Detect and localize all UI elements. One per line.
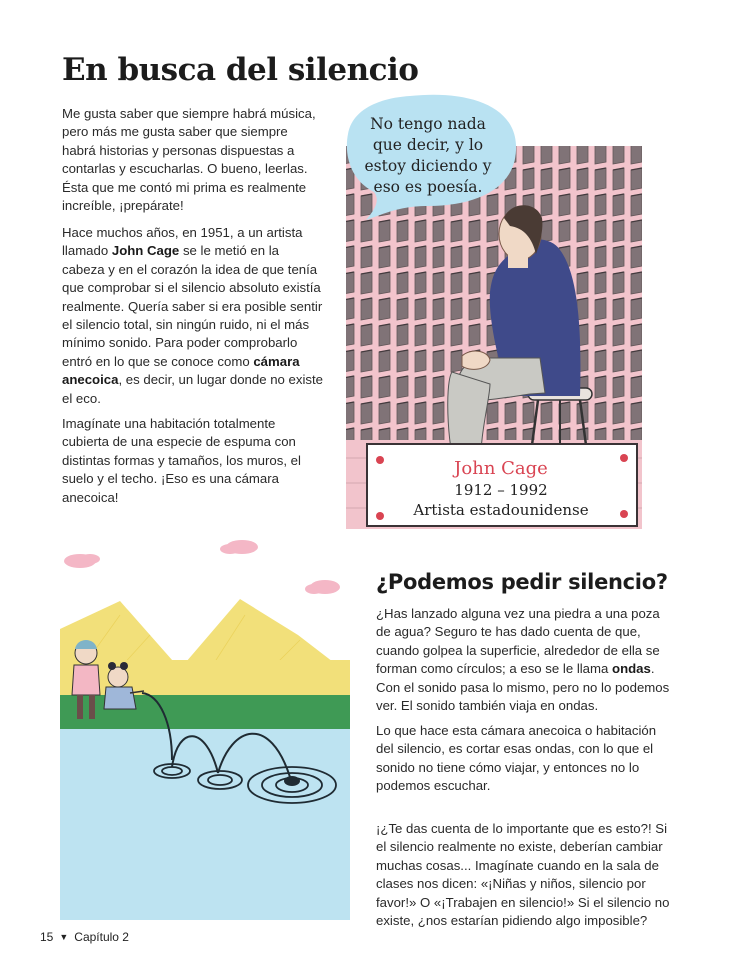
stone (284, 776, 300, 786)
sign-role: Artista estadounidense (413, 501, 589, 519)
section-paragraph-2: Lo que hace esta cámara anecoica o habitación del silencio, es cortar esas ondas, con lo que el sonido no tiene cómo viajar, y entonces no lo podemos escuchar. (376, 723, 657, 794)
sign-name: John Cage (454, 458, 548, 479)
intro-paragraph-3: Imagínate una habitación totalmente cubierta de una especie de espuma con distintas formas y tamaños, los muros, el suelo y el techo. ¡Eso es una cámara anecoica! (62, 416, 301, 505)
p4-text-a: ¿Has lanzado alguna vez una piedra a una poza de agua? Seguro te has dado cuenta de que, cuando golpea la superficie, alrededor de ella se forman como círculos; a eso se le llama (376, 606, 660, 677)
section-paragraph-1 (376, 605, 676, 715)
p2-bold-john-cage: John Cage (111, 243, 180, 259)
pond-illustration (60, 535, 355, 920)
grass (60, 695, 350, 730)
page-number: 15 (40, 930, 54, 944)
water (60, 729, 350, 920)
chapter-label: Capítulo 2 (74, 930, 129, 944)
p4-text-c: . Con el sonido pasa lo mismo, pero no lo podemos ver. El sonido también viaja en ondas. (376, 661, 670, 714)
sign-years: 1912 – 1992 (454, 481, 548, 499)
speech-text: No tengo nada que decir, y lo estoy diciendo y eso es poesía. (364, 115, 492, 196)
p2-text-a: Hace muchos años, en 1951, a un artista llamado (62, 225, 303, 259)
p2-bold-camara: cámara anecoica (62, 353, 300, 388)
p2-text-c: se le metió en la cabeza y en el corazón la idea de que tenía que comprobar si el silencio absoluto existía realmente. Quería saber si era posible sentir el silencio total, sin ningún ruido, ni el más mínimo sonido. Para poder comprobarlo entró en lo que se conoce como (62, 243, 323, 369)
intro-paragraph-2 (62, 224, 324, 408)
p4-bold-ondas: ondas (612, 661, 651, 677)
section-paragraph-3: ¡¿Te das cuenta de lo importante que es esto?! Si el silencio realmente no existe, deberían cambiar muchas cosas... Imagínate cuando en la sala de clases nos dicen: «¡Niñas y niños, silencio por favor!» O «¡Trabajen en silencio!» Si el silencio no existe, ¿nos estarían pidiendo algo imposible? (376, 821, 670, 929)
field (60, 660, 350, 700)
intro-paragraph-1: Me gusta saber que siempre habrá música, pero más me gusta saber que siempre habrá historias y personas dispuestas a contarlas y escucharlas. O bueno, leerlas. Ésta que me contó mi prima es realmente increíble, ¡prepárate! (62, 106, 316, 214)
page-title: En busca del silencio (62, 52, 419, 88)
clouds (64, 540, 340, 594)
page-footer (40, 930, 129, 944)
p2-text-e: , es decir, un lugar donde no existe el eco. (62, 372, 323, 406)
section-heading: ¿Podemos pedir silencio? (376, 570, 668, 594)
chevron-down-icon: ▼ (59, 932, 69, 942)
sign-text (366, 450, 636, 520)
